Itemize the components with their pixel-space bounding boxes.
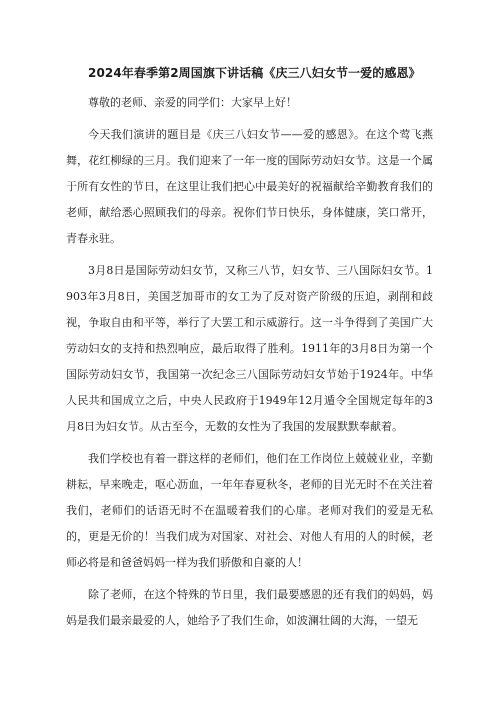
paragraph: 今天我们演讲的题目是《庆三八妇女节——爱的感恩》。在这个莺飞燕舞，花红柳绿的三月。我们迎来了一年一度的国际劳动妇女节。这是一个属于所有女性的节日，在这里让我们把心中最美好的祝福献给辛勤教育我们的老师，献给悉心照顾我们的母亲。祝你们节日快乐，身体健康，笑口常开，青春永驻。 [66, 128, 433, 245]
document-title: 2024年春季第2周国旗下讲话稿《庆三八妇女节一爱的感恩》 [88, 66, 421, 80]
paragraph: 我们学校也有着一群这样的老师们，他们在工作岗位上兢兢业业，辛勤耕耘，早来晚走，呕心沥血，一年年春夏秋冬，老师的目光无时不在关注着我们，老师们的话语无时不在温暖着我们的心扉。老师对我们的爱是无私的，更是无价的！当我们成为对国家、对社会、对他人有用的人的时候，老师必将是和爸爸妈妈一样为我们骄傲和自豪的人！ [66, 452, 433, 569]
paragraph: 除了老师，在这个特殊的节日里，我们最要感恩的还有我们的妈妈，妈妈是我们最亲最爱的人，她给予了我们生命，如波澜壮阔的大海，一望无 [66, 588, 433, 627]
greeting-paragraph: 尊敬的老师、亲爱的同学们：大家早上好！ [88, 96, 297, 109]
document-body [66, 90, 433, 634]
paragraph: 3月8日是国际劳动妇女节，又称三八节，妇女节、三八国际妇女节。1903年3月8日，美国芝加哥市的女工为了反对资产阶级的压迫，剥削和歧视，争取自由和平等，举行了大罢工和示威游行。这一斗争得到了美国广大劳动妇女的支持和热烈响应，最后取得了胜利。1911年的3月8日为第一个国际劳动妇女节，我国第一次纪念三八国际劳动妇女节始于1924年。中华人民共和国成立之后，中央人民政府于1949年12月遁令全国规定每年的3月8日为妇女节。从古至今，无数的女性为了我国的发展默默奉献着。 [66, 264, 433, 433]
